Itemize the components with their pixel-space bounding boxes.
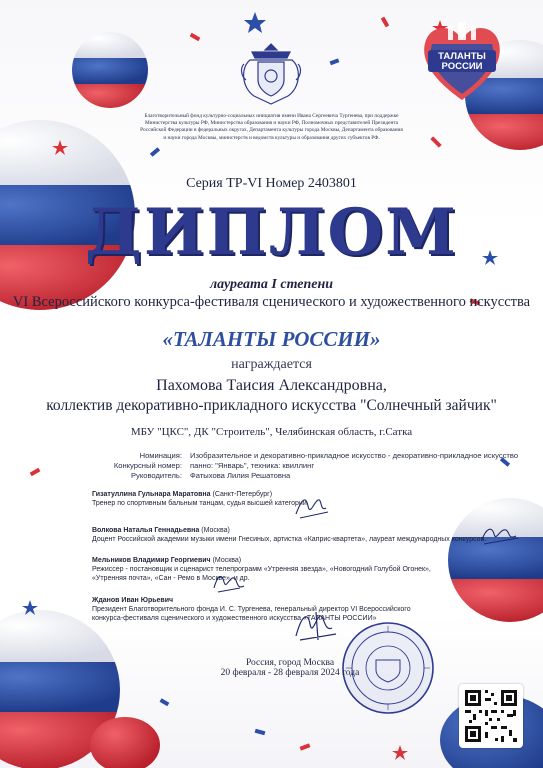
foundation-text: Благотворительный фонд культурно-социальных инициатив имени Ивана Сергеевича Тургенева, при поддержке Министерства культуры РФ, Министерства образования и науки РФ, Полномочных представителей Президента Российской Федерации в федеральных округах, Департамента культуры города Москвы, Департамента образования и науки города Москвы, министерств и ведомств культуры и образования других субъектов РФ.	[140, 113, 403, 141]
jury-member	[92, 596, 442, 623]
jury-city: (Москва)	[201, 527, 230, 534]
detail-row-supervisor	[80, 471, 520, 481]
awarded-label: награждается	[231, 357, 312, 372]
jury-city: (Москва)	[212, 557, 242, 564]
jury-name: Волкова Наталья Геннадьевна	[92, 527, 200, 534]
details-block	[80, 451, 520, 481]
festival-name: «ТАЛАНТЫ РОССИИ»	[162, 327, 381, 351]
talents-badge	[418, 16, 506, 106]
footer-dates: 20 февраля - 28 февраля 2024 года	[220, 668, 360, 678]
balloon-right	[440, 495, 543, 624]
signature-4	[290, 608, 342, 644]
signature-1	[292, 492, 332, 522]
foundation-emblem-icon	[238, 38, 304, 110]
jury-description: Тренер по спортивным бальным танцам, судья высшей категории.	[92, 500, 309, 507]
recipient-collective: коллектив декоративно-прикладного искусства "Солнечный зайчик"	[46, 397, 497, 414]
badge-title	[428, 52, 496, 71]
detail-value: Фатыхова Лилия Решатовна	[190, 471, 291, 480]
footer-place: Россия, город Москва	[245, 658, 335, 668]
balloon-top-left	[70, 30, 150, 114]
detail-row-nomination	[80, 451, 520, 461]
page-title: ДИПЛОМ	[85, 195, 458, 270]
qr-code[interactable]	[459, 684, 523, 748]
signature-3	[210, 568, 250, 596]
jury-city: (Санкт-Петербург)	[212, 491, 273, 498]
jury-description: Доцент Российской академии музыки имени Гнесиных, артистка «Каприс-квартета», лауреат международных конкурсов.	[92, 536, 487, 543]
footer-block	[200, 658, 380, 678]
badge-line-2: РОССИИ	[441, 60, 483, 72]
detail-label: Конкурсный номер:	[113, 461, 182, 470]
laureate-degree: лауреата I степени	[209, 277, 334, 292]
detail-value: панно: "Январь", техника: квиллинг	[190, 461, 315, 470]
qr-code-icon	[459, 684, 523, 748]
jury-member	[92, 556, 432, 583]
jury-name: Жданов Иван Юрьевич	[92, 597, 174, 604]
detail-row-number	[80, 461, 520, 471]
detail-label: Номинация:	[139, 451, 182, 460]
signature-2	[478, 522, 522, 548]
detail-value: Изобразительное и декоративно-прикладное искусство - декоративно-прикладное искусство	[190, 451, 519, 460]
contest-name: VI Всероссийского конкурса-фестиваля сценического и художественного искусства	[12, 294, 531, 310]
jury-description: Режиссер - постановщик и сценарист телепрограмм «Утренняя звезда», «Новогодний Голубой Огонек», «Утренняя почта», «Сан - Ремо в Москве», и др.	[92, 566, 431, 582]
recipient-name: Пахомова Таисия Александровна,	[156, 377, 387, 394]
jury-name: Мельников Владимир Георгиевич	[92, 557, 211, 564]
jury-member	[92, 526, 502, 544]
detail-label: Руководитель:	[130, 471, 182, 480]
series-number: Серия ТР-VI Номер 2403801	[186, 176, 357, 191]
jury-name: Гизатуллина Гульнара Маратовна	[92, 491, 211, 498]
jury-description: Президент Благотворительного фонда И. С. Тургенева, генеральный директор VI Всероссийского конкурса-фестиваля сценического и художественного искусства «ТАЛАНТЫ РОССИИ»	[92, 606, 411, 622]
badge-line-1: ТАЛАНТЫ	[438, 51, 486, 62]
recipient-organization: МБУ "ЦКС", ДК "Строитель", Челябинская область, г.Сатка	[130, 426, 413, 438]
jury-member	[92, 490, 412, 508]
